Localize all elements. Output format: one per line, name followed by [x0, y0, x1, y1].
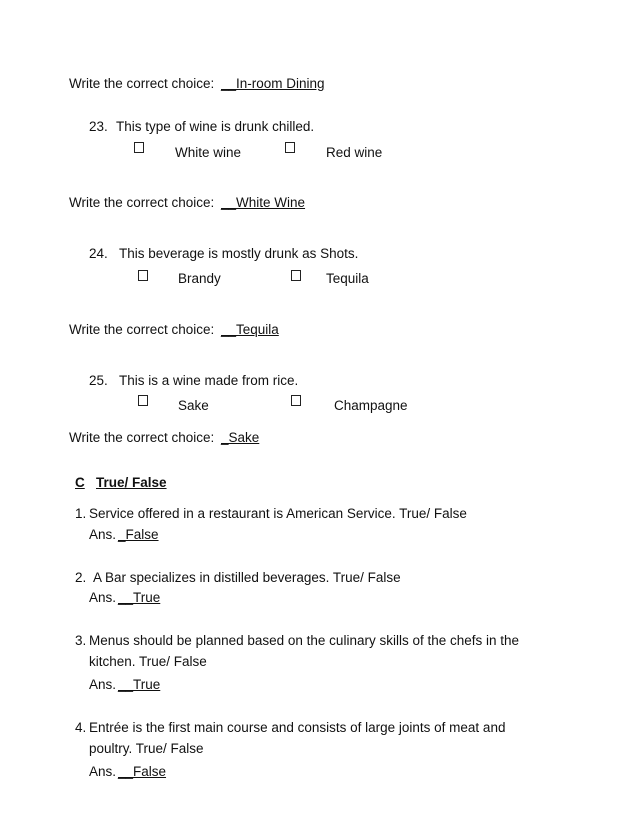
section-c-title: True/ False [96, 475, 167, 490]
tf4-number: 4. [75, 720, 87, 735]
tf4-statement-line1: Entrée is the first main course and consists of large joints of meat and [89, 720, 506, 735]
tf2-number: 2. [75, 570, 87, 585]
tf3-statement-line2: kitchen. True/ False [89, 654, 207, 669]
q25-option1-label: Sake [178, 398, 209, 413]
q25-option1-checkbox[interactable] [138, 395, 148, 406]
tf3-statement-line1: Menus should be planned based on the culinary skills of the chefs in the [89, 633, 520, 648]
q23-option2-label: Red wine [326, 145, 383, 160]
q23-answer: __White Wine [221, 195, 306, 210]
write-choice-label: Write the correct choice: [69, 76, 215, 91]
tf3-number: 3. [75, 633, 87, 648]
tf1-statement: Service offered in a restaurant is American Service. True/ False [89, 506, 467, 521]
q23-option2-checkbox[interactable] [285, 142, 295, 153]
q24-option2-label: Tequila [326, 271, 369, 286]
q24-answer: __Tequila [221, 322, 279, 337]
q25-option2-label: Champagne [334, 398, 408, 413]
q24-option1-checkbox[interactable] [138, 270, 148, 281]
tf1-ans-label: Ans. [89, 527, 117, 542]
tf3-answer: __True [118, 677, 161, 692]
answer-prev: __In-room Dining [221, 76, 325, 91]
q23-text: This type of wine is drunk chilled. [116, 119, 315, 134]
q25-number: 25. [89, 373, 108, 388]
q25-text: This is a wine made from rice. [119, 373, 299, 388]
tf4-ans-label: Ans. [89, 764, 117, 779]
tf4-answer: __False [118, 764, 167, 779]
q25-option2-checkbox[interactable] [291, 395, 301, 406]
section-c-letter: C [75, 475, 85, 490]
q24-number: 24. [89, 246, 108, 261]
q24-option2-checkbox[interactable] [291, 270, 301, 281]
q24-option1-label: Brandy [178, 271, 221, 286]
tf2-statement: A Bar specializes in distilled beverages. True/ False [93, 570, 401, 585]
tf3-ans-label: Ans. [89, 677, 117, 692]
write-choice-label: Write the correct choice: [69, 322, 215, 337]
write-choice-label: Write the correct choice: [69, 430, 215, 445]
q23-option1-checkbox[interactable] [134, 142, 144, 153]
q25-answer: _Sake [221, 430, 260, 445]
tf1-number: 1. [75, 506, 87, 521]
tf4-statement-line2: poultry. True/ False [89, 741, 204, 756]
q24-text: This beverage is mostly drunk as Shots. [119, 246, 359, 261]
q23-option1-label: White wine [175, 145, 242, 160]
write-choice-label: Write the correct choice: [69, 195, 215, 210]
tf2-answer: __True [118, 590, 161, 605]
tf1-answer: _False [118, 527, 159, 542]
tf2-ans-label: Ans. [89, 590, 117, 605]
q23-number: 23. [89, 119, 108, 134]
